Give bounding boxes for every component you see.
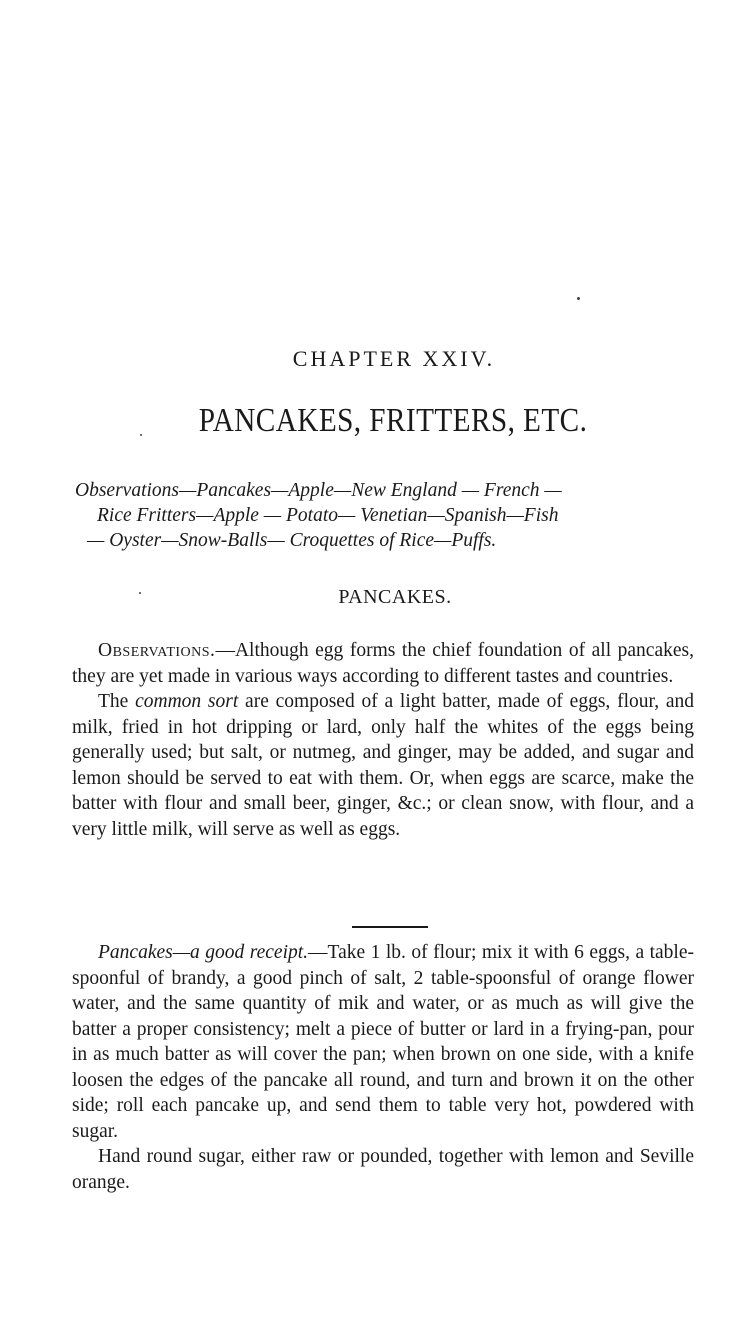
observations-paragraph	[72, 638, 694, 689]
contents-line: Observations—Pancakes—Apple—New England — French —	[75, 480, 562, 501]
chapter-contents	[75, 478, 700, 553]
observations-lead: Observations.	[98, 640, 216, 661]
chapter-number: CHAPTER XXIV.	[292, 346, 496, 371]
observations-text-1: —Although egg forms the chief foundation of all pancakes, they are yet made in various ways according to different tastes and countries.	[72, 640, 694, 687]
common-sort-paragraph	[72, 689, 694, 842]
receipt-text	[72, 940, 694, 1195]
observations-text	[72, 638, 694, 842]
receipt-instructions: —Take 1 lb. of flour; mix it with 6 eggs, a table-spoonful of brandy, a good pinch of salt, 2 table-spoonsful of orange flower water, and the same quantity of mik and water, or as much as will give the batter a proper consistency; melt a piece of butter or lard in a frying-pan, pour in as much batter as will cover the pan; when brown on one side, with a knife loosen the edges of the pancake all round, and turn and brown it on the other side; roll each pancake up, and send them to table very hot, powdered with sugar.	[72, 942, 694, 1142]
common-sort-text: are composed of a light batter, made of eggs, flour, and milk, fried in hot dripping or lard, only half the whites of the eggs being generally used; but salt, or nutmeg, and ginger, may be added, and sugar and lemon should be served to eat with them. Or, when eggs are scarce, make the batter with flour and small beer, ginger, &c.; or clean snow, with flour, and a very little milk, will serve as well as eggs.	[72, 691, 694, 840]
contents-line: Rice Fritters—Apple — Potato— Venetian—Spanish—Fish	[97, 505, 559, 526]
common-sort-term: common sort	[135, 691, 239, 712]
print-speck	[577, 297, 580, 300]
receipt-title: Pancakes—a good receipt.	[98, 942, 309, 963]
serving-paragraph: Hand round sugar, either raw or pounded, together with lemon and Seville orange.	[72, 1146, 694, 1193]
chapter-title: PANCAKES, FRITTERS, ETC.	[198, 402, 588, 439]
section-divider	[352, 926, 428, 928]
contents-line: — Oyster—Snow-Balls— Croquettes of Rice—Puffs.	[87, 530, 497, 551]
receipt-paragraph	[72, 940, 694, 1144]
section-heading: PANCAKES.	[338, 586, 452, 608]
text-span: The	[98, 691, 136, 712]
